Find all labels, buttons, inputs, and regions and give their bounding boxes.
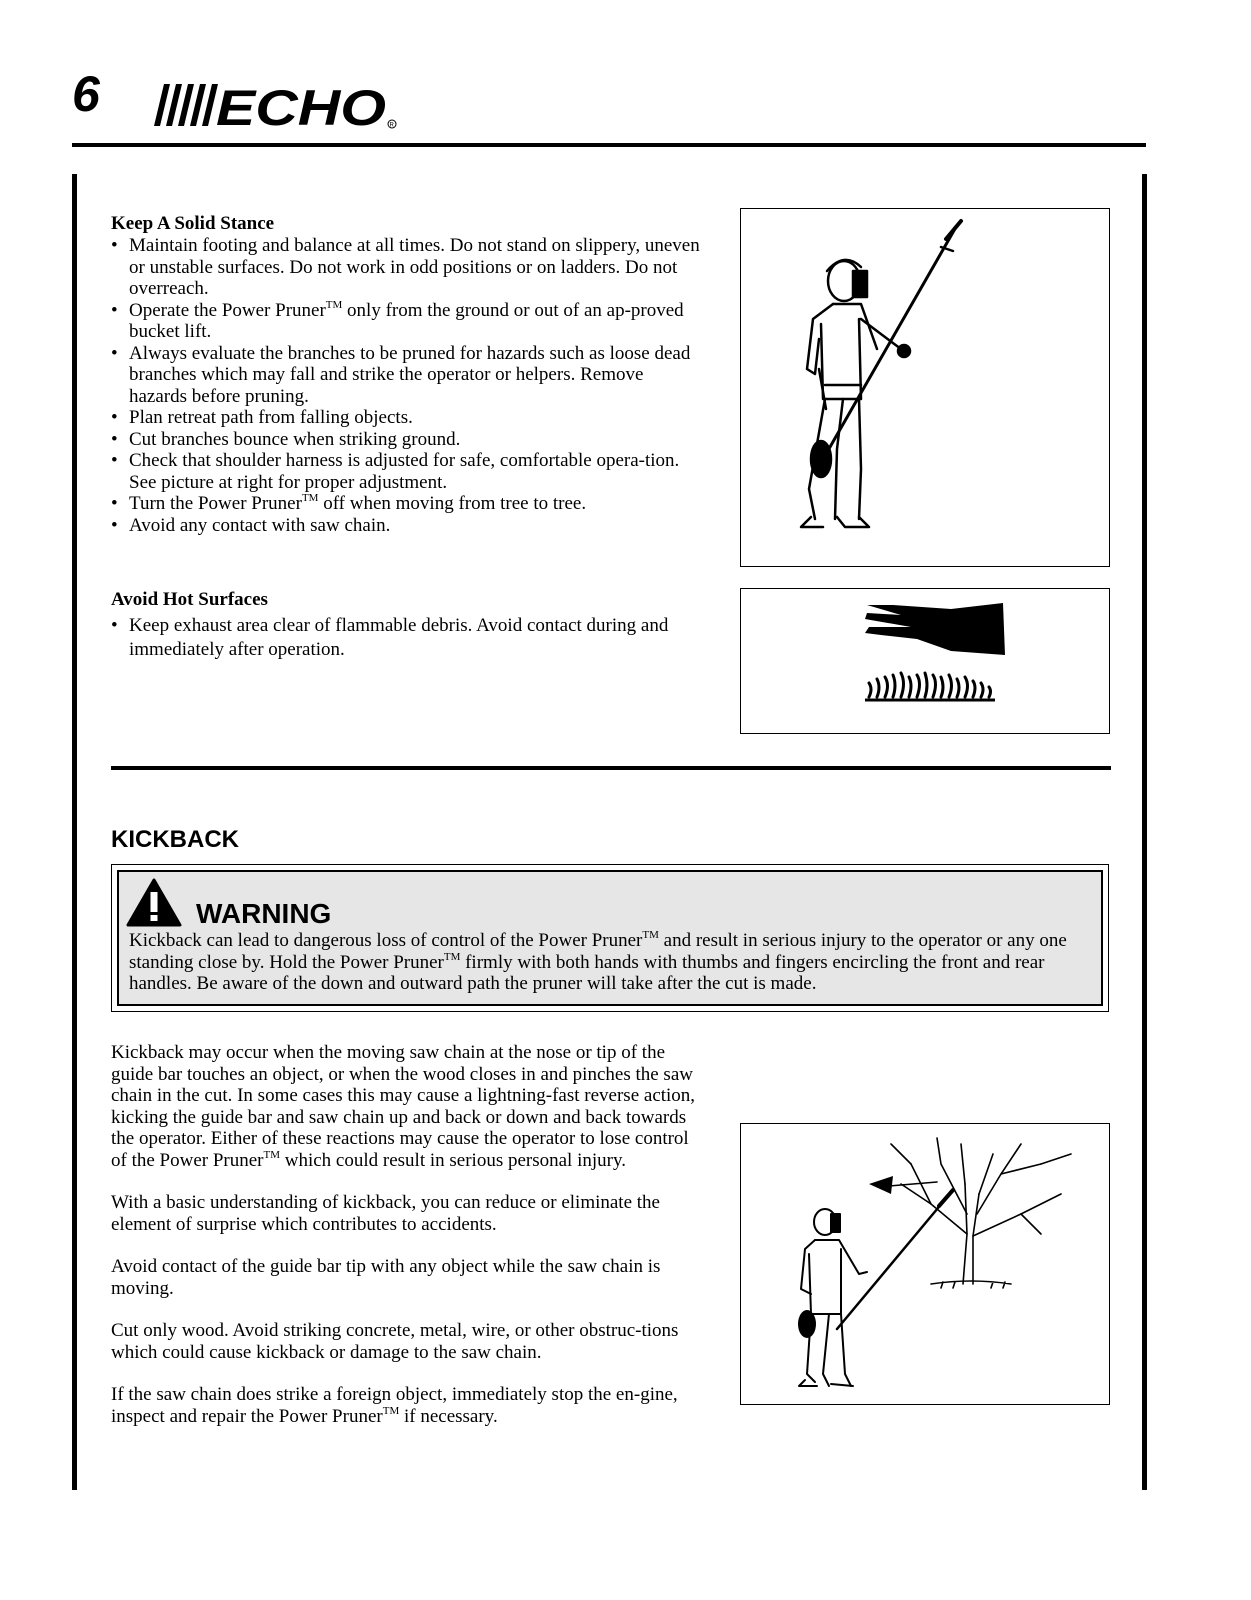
hot-surface-figure: [740, 588, 1110, 734]
brand-wordmark: ECHO: [216, 80, 387, 130]
kickback-paragraph: Cut only wood. Avoid striking concrete, metal, wire, or other obstruc-tions which could cause kickback or damage to the saw chain.: [111, 1320, 679, 1363]
list-item: • Operate the Power Pruner™ only from the ground or out of an ap-proved bucket lift.: [111, 300, 701, 343]
list-item: • Keep exhaust area clear of flammable debris. Avoid contact during and immediately after operation.: [111, 614, 701, 662]
echo-logo: [152, 80, 402, 130]
list-item: • Check that shoulder harness is adjusted for safe, comfortable opera-tion. See picture at right for proper adjustment.: [111, 450, 701, 493]
hot-surfaces-list: [111, 614, 701, 662]
warning-text: Kickback can lead to dangerous loss of control of the Power Pruner™ and result in serious injury to the operator or any one standing close by. Hold the Power Pruner™ firmly with both hands with thumbs and fingers encircling the front and rear handles. Be aware of the down and outward path the pruner will take after the cut is made.: [129, 929, 1067, 994]
left-margin-bar: [72, 174, 77, 1490]
list-item: • Turn the Power Pruner™ off when moving from tree to tree.: [111, 493, 701, 515]
operator-illustration: [741, 209, 1109, 566]
hot-hand-icon: [741, 589, 1109, 733]
svg-text:R: R: [389, 122, 394, 129]
kickback-heading: KICKBACK: [111, 826, 239, 853]
kickback-paragraph: If the saw chain does strike a foreign object, immediately stop the en-gine, inspect and repair the Power Pruner™ if necessary.: [111, 1384, 678, 1427]
header-rule: [72, 143, 1146, 147]
list-item: • Plan retreat path from falling objects.: [111, 407, 701, 429]
section-divider: [111, 766, 1111, 770]
list-item: • Cut branches bounce when striking ground.: [111, 429, 701, 451]
list-item: • Always evaluate the branches to be pruned for hazards such as loose dead branches which may fall and strike the operator or helpers. Remove hazards before pruning.: [111, 343, 701, 408]
page-number: 6: [72, 66, 100, 122]
list-item: • Avoid any contact with saw chain.: [111, 515, 701, 537]
right-margin-bar: [1142, 174, 1147, 1490]
hot-surfaces-section: [111, 589, 701, 662]
warning-title: WARNING: [196, 898, 332, 929]
kickback-paragraph: Kickback may occur when the moving saw chain at the nose or tip of the guide bar touches an object, or when the wood closes in and pinches the saw chain in the cut. In some cases this may cause a lightning-fast reverse action, kicking the guide bar and saw chain up and back or down and back towards the operator. Either of these reactions may cause the operator to lose control of the Power Pruner™ which could result in serious personal injury.: [111, 1042, 696, 1171]
kickback-paragraphs: [111, 1042, 709, 1448]
hot-surfaces-title: Avoid Hot Surfaces: [111, 589, 268, 610]
kickback-paragraph: Avoid contact of the guide bar tip with any object while the saw chain is moving.: [111, 1256, 661, 1299]
kickback-figure: [740, 1123, 1110, 1405]
kickback-illustration: [741, 1124, 1109, 1404]
list-item: • Maintain footing and balance at all times. Do not stand on slippery, uneven or unstable surfaces. Do not work in odd positions or on ladders. Do not overreach.: [111, 235, 701, 300]
harness-figure: [740, 208, 1110, 567]
solid-stance-section: [111, 213, 701, 536]
solid-stance-title: Keep A Solid Stance: [111, 213, 275, 234]
warning-triangle-icon: [126, 878, 182, 928]
solid-stance-list: [111, 235, 701, 536]
kickback-paragraph: With a basic understanding of kickback, you can reduce or eliminate the element of surprise which contributes to accidents.: [111, 1192, 660, 1235]
